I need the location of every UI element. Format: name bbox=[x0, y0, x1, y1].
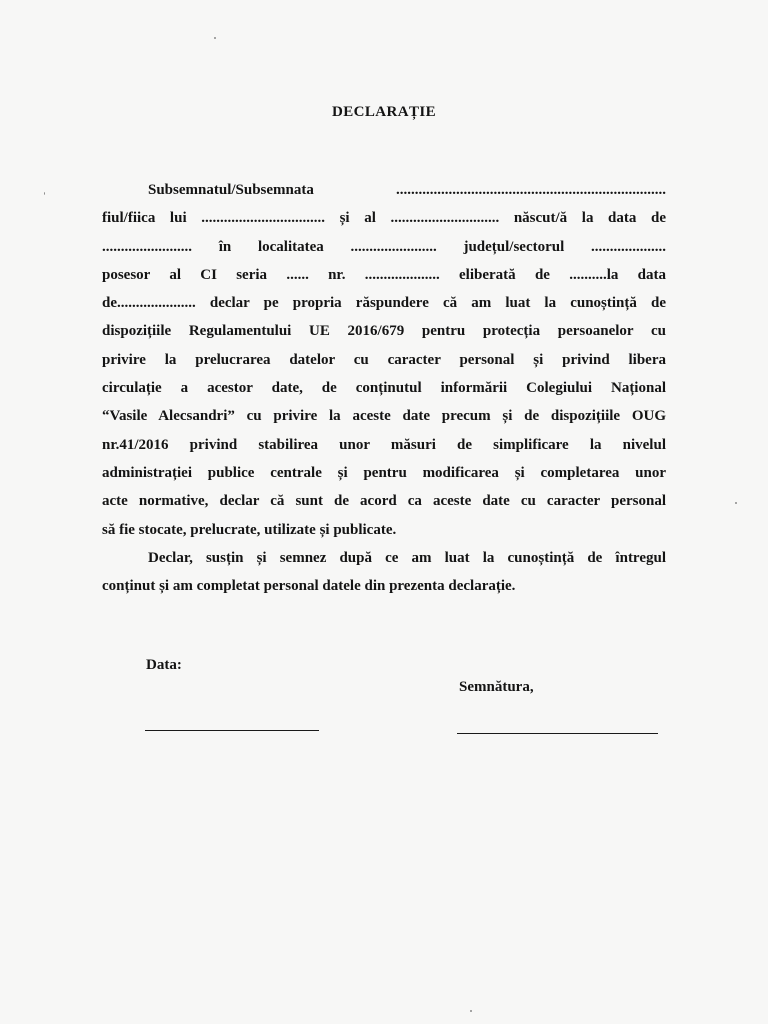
signature-label: Semnătura, bbox=[459, 679, 534, 695]
scan-speck bbox=[470, 1010, 472, 1012]
body-line: ........................ în localitatea ....................... județul/sectorul .................... bbox=[102, 238, 666, 255]
signature-field-line[interactable] bbox=[457, 733, 658, 734]
document-title: DECLARAȚIE bbox=[331, 104, 437, 120]
body-line: administrației publice centrale și pentru modificarea și completarea unor bbox=[102, 464, 666, 481]
body-line: conținut și am completat personal datele din prezenta declarație. bbox=[102, 578, 516, 595]
paragraph-2 bbox=[102, 544, 666, 601]
body-line: nr.41/2016 privind stabilirea unor măsuri de simplificare la nivelul bbox=[102, 436, 666, 453]
body-line: de..................... declar pe propria răspundere că am luat la cunoștință de bbox=[102, 295, 666, 312]
body-line: “Vasile Alecsandri” cu privire la aceste date precum și de dispozițiile OUG bbox=[102, 408, 666, 425]
body-line: Declar, susțin și semnez după ce am luat la cunoștință de întregul bbox=[148, 549, 666, 566]
scan-speck bbox=[214, 37, 216, 39]
paragraph-1 bbox=[102, 176, 666, 544]
body-line: Subsemnatul/Subsemnata ........................................................................ bbox=[148, 182, 666, 198]
body-line: circulație a acestor date, de conținutul informării Colegiului Național bbox=[102, 380, 666, 397]
body-line: să fie stocate, prelucrate, utilizate și publicate. bbox=[102, 521, 397, 538]
body-line: fiul/fiica lui ................................. și al ............................. născut/ă la data de bbox=[102, 210, 666, 227]
scan-speck bbox=[44, 192, 45, 195]
body-line: privire la prelucrarea datelor cu caracter personal și privind libera bbox=[102, 351, 666, 368]
body-line: dispozițiile Regulamentului UE 2016/679 pentru protecția persoanelor cu bbox=[102, 323, 666, 340]
scan-speck bbox=[735, 502, 737, 504]
body-line: acte normative, declar că sunt de acord ca aceste date cu caracter personal bbox=[102, 493, 666, 510]
date-label: Data: bbox=[146, 657, 182, 673]
date-field-line[interactable] bbox=[145, 730, 319, 731]
declaration-body bbox=[102, 176, 666, 600]
body-line: posesor al CI seria ...... nr. .................... eliberată de ..........la data bbox=[102, 266, 666, 283]
